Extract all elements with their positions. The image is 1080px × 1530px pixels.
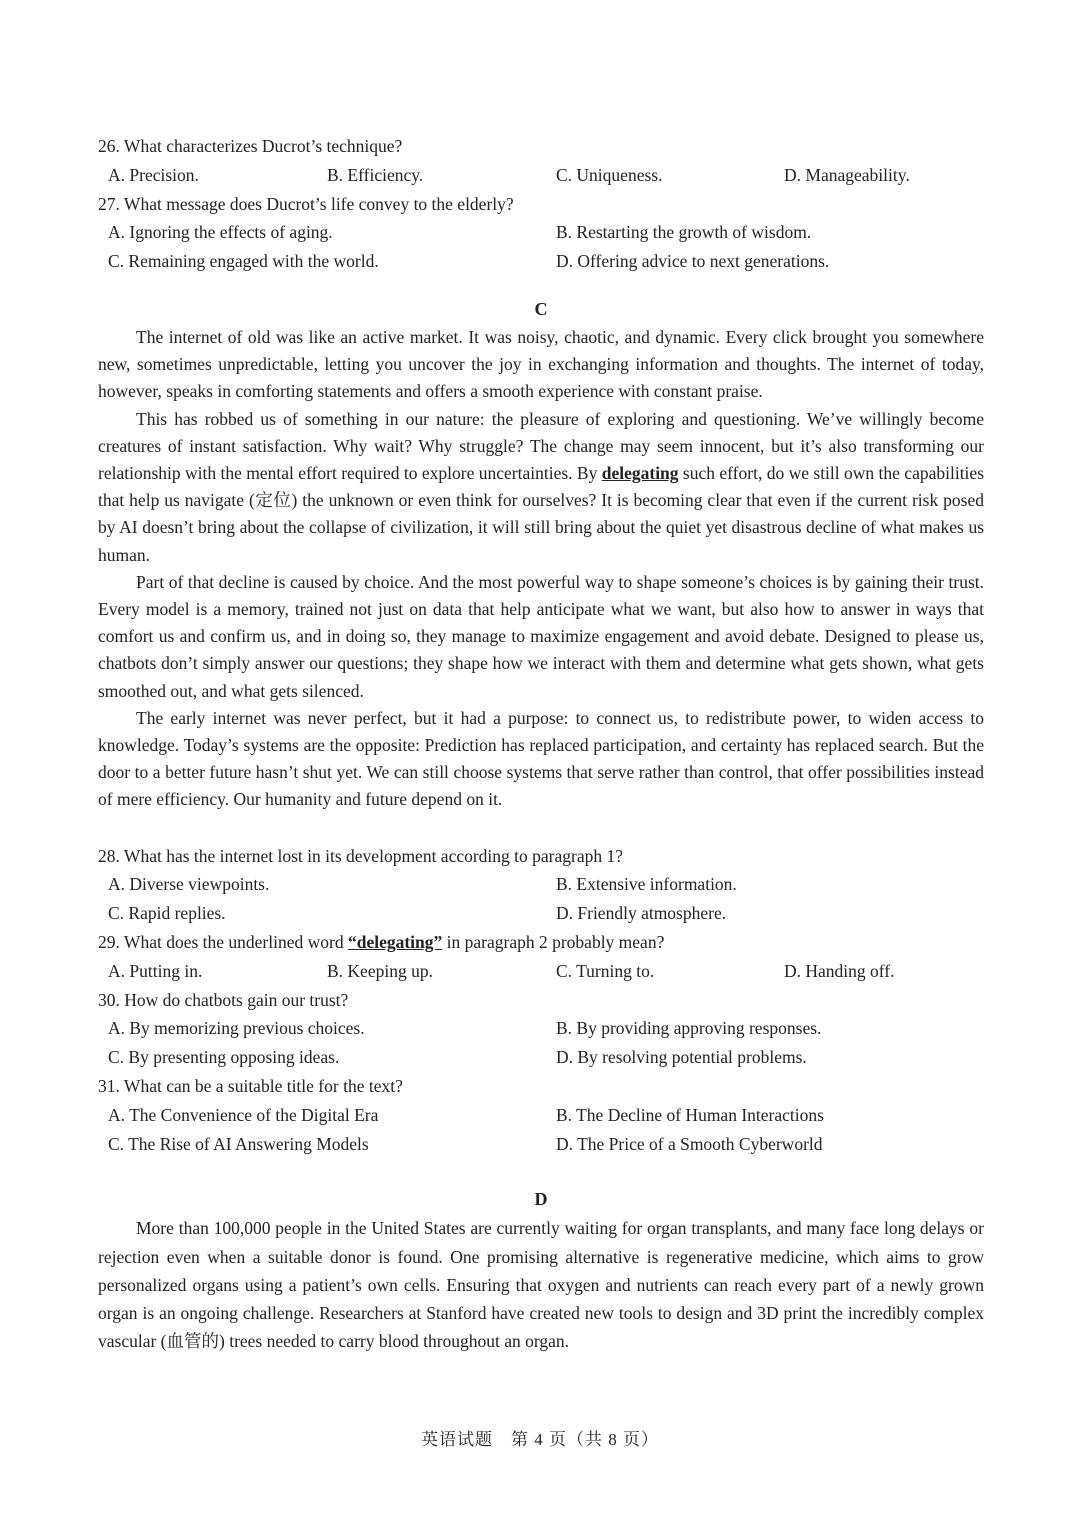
page-footer: 英语试题 第 4 页（共 8 页） xyxy=(421,1430,659,1449)
options-30-row2 xyxy=(98,1043,984,1072)
option-30-a: A. By memorizing previous choices. xyxy=(108,1018,365,1039)
option-29-c: C. Turning to. xyxy=(556,960,655,981)
question-30: 30. How do chatbots gain our trust? xyxy=(98,989,349,1010)
paragraph-2-text-after: such effort, do we still own the capabilities that help us navigate (定位) the unknown or even think for ourselves? It is becoming clear that even if the current risk posed by AI doesn’t bring about the collapse of civilization, it will still bring about the quiet yet disastrous decline of what makes us human. xyxy=(98,463,985,565)
section-c-paragraph-1: The internet of old was like an active market. It was noisy, chaotic, and dynamic. Every click brought you somewhere new, sometimes unpredictable, letting you uncover the joy in exchanging information and thoughts. The internet of today, however, speaks in comforting statements and offers a smooth experience with constant praise. xyxy=(98,326,984,402)
question-29-underlined-word: “delegating” xyxy=(347,932,443,953)
option-28-b: B. Extensive information. xyxy=(556,874,737,895)
underlined-word-delegating: delegating xyxy=(601,463,679,483)
option-27-a: A. Ignoring the effects of aging. xyxy=(108,222,333,243)
options-29 xyxy=(98,957,984,986)
option-31-d: D. The Price of a Smooth Cyberworld xyxy=(556,1133,823,1154)
section-d-paragraph-1: More than 100,000 people in the United States are currently waiting for organ transplants, and many face long delays or rejection even when a suitable donor is found. One promising alternative is regenerative medicine, which aims to grow personalized organs using a patient’s own cells. Ensuring that oxygen and nutrients can reach every part of a newly grown organ is an ongoing challenge. Researchers at Stanford have created new tools to design and 3D print the incredibly complex vascular (血管的) trees needed to carry blood throughout an organ. xyxy=(98,1218,984,1352)
exam-page xyxy=(98,132,984,1355)
option-26-a: A. Precision. xyxy=(108,164,199,185)
section-c-title: C xyxy=(534,298,548,319)
option-29-a: A. Putting in. xyxy=(108,960,203,981)
question-29-after: in paragraph 2 probably mean? xyxy=(442,932,665,953)
options-31-row2 xyxy=(98,1130,984,1159)
section-c-paragraph-4: The early internet was never perfect, but it had a purpose: to connect us, to redistribute power, to widen access to knowledge. Today’s systems are the opposite: Prediction has replaced participation, and certainty has replaced search. But the door to a better future hasn’t shut yet. We can still choose systems that serve rather than control, that offer possibilities instead of mere efficiency. Our humanity and future depend on it. xyxy=(98,707,984,810)
question-29 xyxy=(98,928,984,957)
options-31-row1 xyxy=(98,1101,984,1130)
option-27-b: B. Restarting the growth of wisdom. xyxy=(556,222,812,243)
section-c-paragraph-3: Part of that decline is caused by choice. And the most powerful way to shape someone’s choices is by gaining their trust. Every model is a memory, trained not just on data that help anticipate what we want, but also how to answer in ways that comfort us and confirm us, and in doing so, they manage to maximize engagement and avoid debate. Designed to please us, chatbots don’t simply answer our questions; they shape how we interact with them and determine what gets shown, what gets smoothed out, and what gets silenced. xyxy=(98,571,984,701)
option-31-a: A. The Convenience of the Digital Era xyxy=(108,1104,379,1125)
option-26-b: B. Efficiency. xyxy=(327,164,424,185)
option-26-c: C. Uniqueness. xyxy=(556,164,663,185)
question-26: 26. What characterizes Ducrot’s technique? xyxy=(98,136,403,156)
option-28-a: A. Diverse viewpoints. xyxy=(108,874,270,895)
option-27-c: C. Remaining engaged with the world. xyxy=(108,251,379,272)
paragraph-2-text-before: This has robbed us of something in our nature: the pleasure of exploring and questioning. We’ve willingly become creatures of instant satisfaction. Why wait? Why struggle? The change may seem innocent, but it’s also transforming our relationship with the mental effort required to explore uncertainties. By xyxy=(98,408,984,483)
options-30-row1 xyxy=(98,1014,984,1043)
option-27-d: D. Offering advice to next generations. xyxy=(556,251,830,272)
option-28-c: C. Rapid replies. xyxy=(108,903,226,924)
question-29-before: 29. What does the underlined word xyxy=(98,932,348,953)
option-28-d: D. Friendly atmosphere. xyxy=(556,903,727,924)
option-26-d: D. Manageability. xyxy=(784,164,910,185)
section-d-title: D xyxy=(534,1189,548,1210)
section-c-paragraph-2 xyxy=(98,406,984,569)
option-29-b: B. Keeping up. xyxy=(327,960,433,981)
option-30-c: C. By presenting opposing ideas. xyxy=(108,1047,340,1068)
question-27: 27. What message does Ducrot’s life convey to the elderly? xyxy=(98,193,514,214)
option-31-c: C. The Rise of AI Answering Models xyxy=(108,1133,369,1154)
options-27-row1 xyxy=(98,218,984,247)
options-27-row2 xyxy=(98,247,984,276)
option-29-d: D. Handing off. xyxy=(784,960,895,981)
question-31: 31. What can be a suitable title for the text? xyxy=(98,1076,403,1097)
spacer xyxy=(98,814,984,842)
options-28-row1 xyxy=(98,870,984,899)
option-31-b: B. The Decline of Human Interactions xyxy=(556,1104,824,1125)
options-28-row2 xyxy=(98,899,984,928)
question-28: 28. What has the internet lost in its development according to paragraph 1? xyxy=(98,845,624,866)
options-26 xyxy=(98,161,984,190)
option-30-d: D. By resolving potential problems. xyxy=(556,1047,807,1068)
option-30-b: B. By providing approving responses. xyxy=(556,1018,822,1039)
